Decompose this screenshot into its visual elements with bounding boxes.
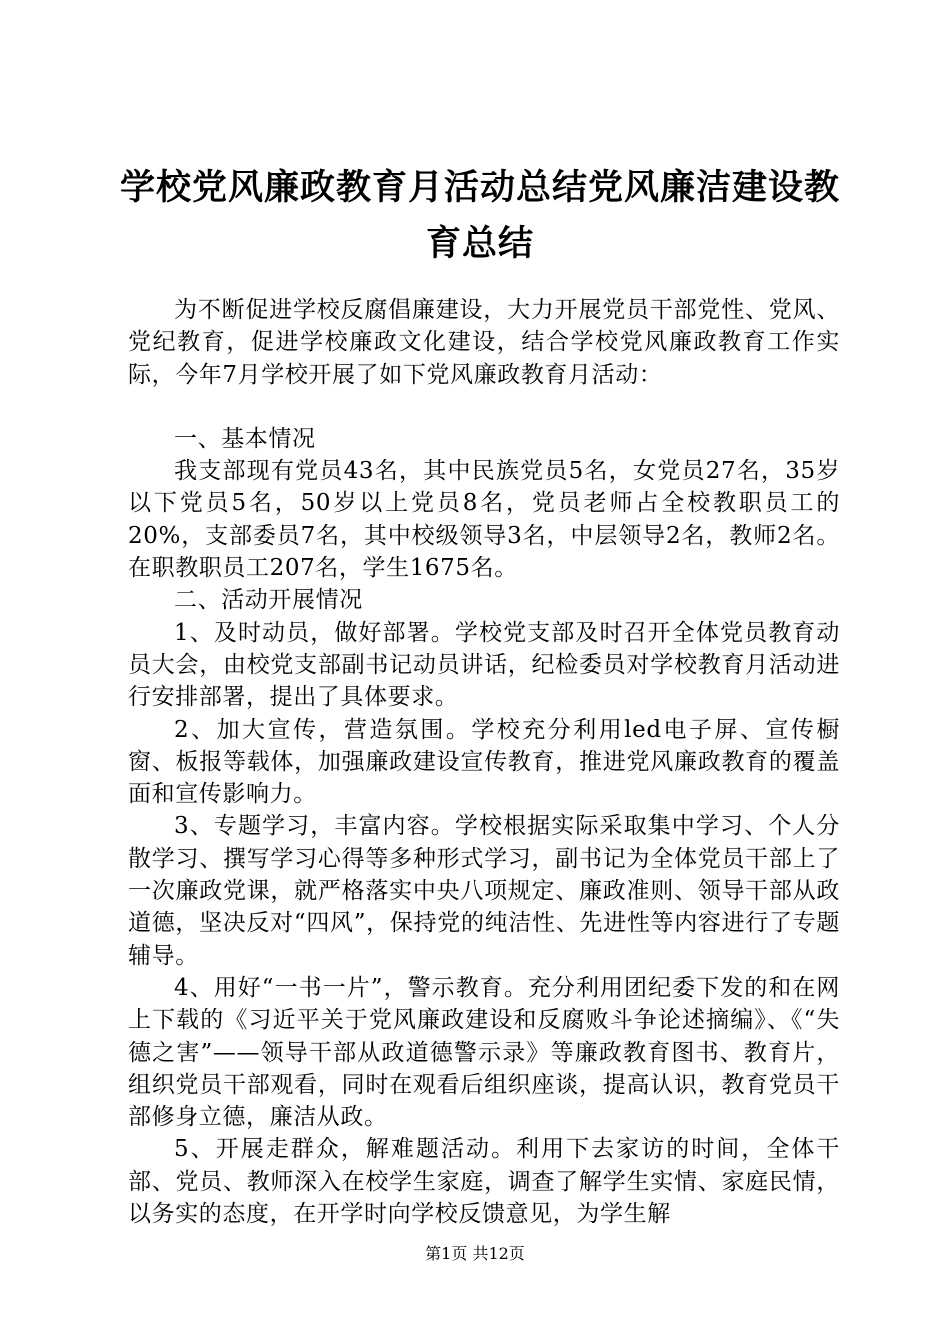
activity-paragraph-2: 2、加大宣传，营造氛围。学校充分利用led电子屏、宣传橱窗、板报等载体，加强廉政建设宣传教育，推进党风廉政教育的覆盖面和宣传影响力。 (128, 716, 840, 808)
intro-paragraph: 为不断促进学校反腐倡廉建设，大力开展党员干部党性、党风、党纪教育，促进学校廉政文化建设，结合学校党风廉政教育工作实际，今年7月学校开展了如下党风廉政教育月活动： (128, 297, 840, 388)
activity-paragraph-5: 5、开展走群众，解难题活动。利用下去家访的时间，全体干部、党员、教师深入在校学生家庭，调查了解学生实情、家庭民情，以务实的态度，在开学时向学校反馈意见，为学生解 (128, 1136, 840, 1228)
activity-paragraph-1: 1、及时动员，做好部署。学校党支部及时召开全体党员教育动员大会，由校党支部副书记动员讲话，纪检委员对学校教育月活动进行安排部署，提出了具体要求。 (128, 619, 840, 711)
section-heading-basic: 一、基本情况 (174, 425, 316, 452)
section-heading-activities: 二、活动开展情况 (174, 587, 363, 614)
activity-paragraph-4: 4、用好“一书一片”，警示教育。充分利用团纪委下发的和在网上下载的《习近平关于党风廉政建设和反腐败斗争论述摘编》、《“失德之害”——领导干部从政道德警示录》等廉政教育图书、教育片，组织党员干部观看，同时在观看后组织座谈，提高认识，教育党员干部修身立德，廉洁从政。 (128, 974, 840, 1131)
activity-paragraph-3: 3、专题学习，丰富内容。学校根据实际采取集中学习、个人分散学习、撰写学习心得等多种形式学习，副书记为全体党员干部上了一次廉政党课，就严格落实中央八项规定、廉政准则、领导干部从政道德，坚决反对“四风”，保持党的纯洁性、先进性等内容进行了专题辅导。 (128, 813, 840, 969)
page-number-footer: 第1页 共12页 (425, 1244, 525, 1263)
document-body (128, 294, 840, 1230)
document-title: 学校党风廉政教育月活动总结党风廉洁建设教育总结 (119, 167, 840, 264)
basic-info-paragraph: 我支部现有党员43名，其中民族党员5名，女党员27名，35岁以下党员5名，50岁以上党员8名，党员老师占全校教职员工的20%，支部委员7名，其中校级领导3名，中层领导2名，教师2名。在职教职员工207名，学生1675名。 (128, 458, 840, 582)
